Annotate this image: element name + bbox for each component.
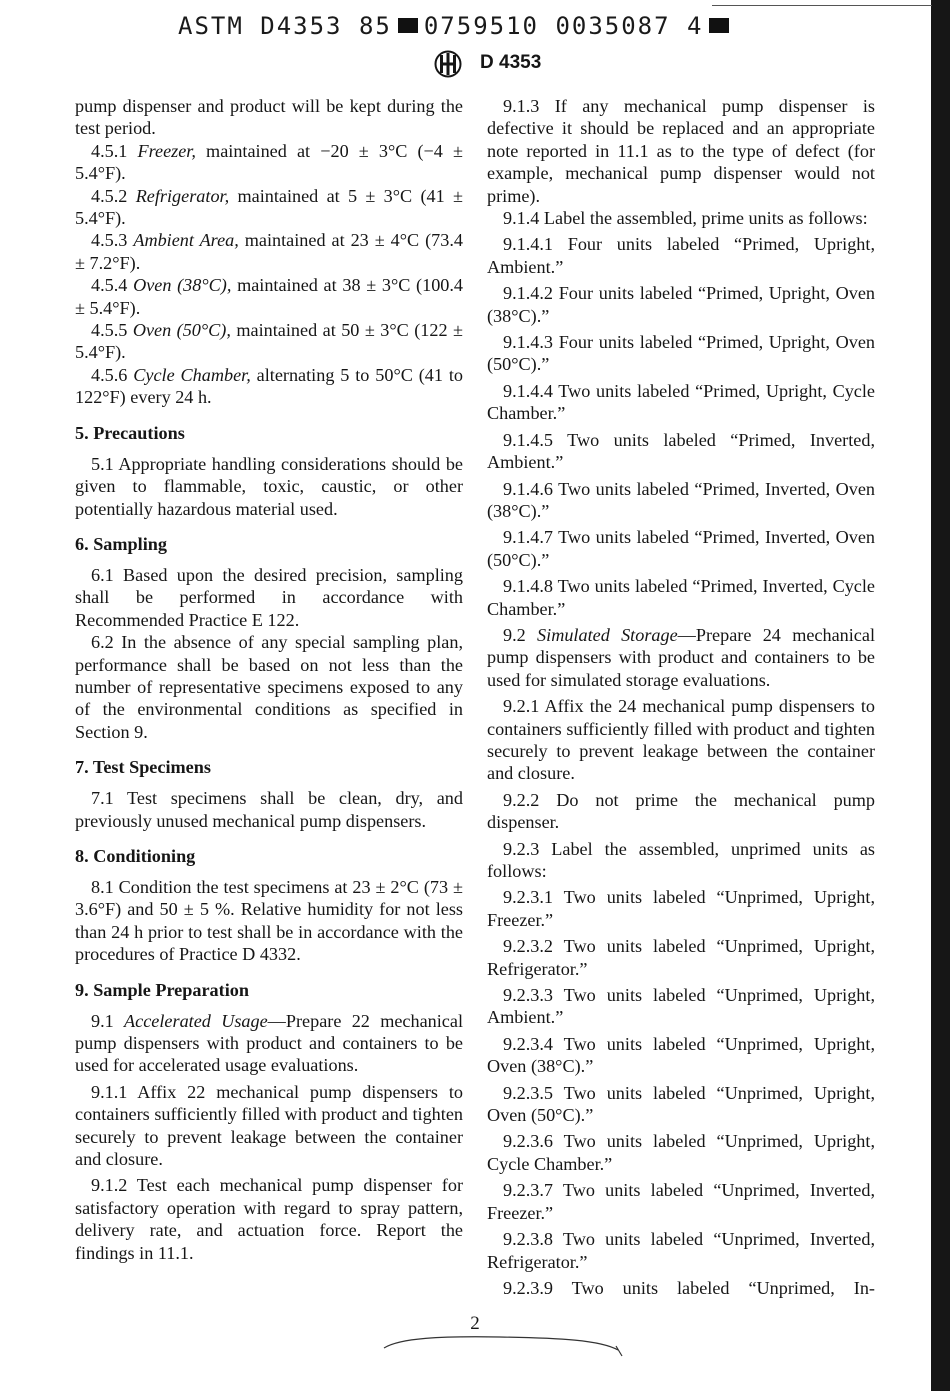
paragraph-9-2-3-1: 9.2.3.1 Two units labeled “Unprimed, Upright, Freezer.” xyxy=(487,887,875,930)
section-heading-conditioning: 8. Conditioning xyxy=(75,845,196,866)
paragraph-6-2: 6.2 In the absence of any special sampling plan, performance shall be based on not less than the number of representative specimens exposed to any of the environmental conditions as specified in Section 9. xyxy=(75,632,463,742)
paragraph-9-1-4-8: 9.1.4.8 Two units labeled “Primed, Inverted, Cycle Chamber.” xyxy=(487,576,875,619)
page-number: 2 xyxy=(470,1313,480,1334)
section-heading-sample-preparation: 9. Sample Preparation xyxy=(75,979,249,1000)
paragraph-9-1-4-5: 9.1.4.5 Two units labeled “Primed, Inverted, Ambient.” xyxy=(487,429,875,473)
paragraph-6-1: 6.1 Based upon the desired precision, sampling shall be performed in accordance with Recommended Practice E 122. xyxy=(75,564,463,630)
paragraph-9-2-3-7: 9.2.3.7 Two units labeled “Unprimed, Inverted, Freezer.” xyxy=(487,1180,875,1223)
paragraph-9-1-2: 9.1.2 Test each mechanical pump dispenser for satisfactory operation with regard to spray pattern, delivery rate, and actuation force. Report the findings in 11.1. xyxy=(75,1175,463,1263)
paragraph-continuation: pump dispenser and product will be kept during the test period. xyxy=(75,96,463,139)
astm-logo-icon xyxy=(434,50,462,78)
standard-designation: D 4353 xyxy=(480,52,542,73)
redaction-block xyxy=(398,18,418,33)
section-heading-sampling: 6. Sampling xyxy=(75,533,167,554)
paragraph-9-2-3-9: 9.2.3.9 Two units labeled “Unprimed, In- xyxy=(503,1277,875,1298)
redaction-block xyxy=(709,18,729,33)
paragraph-9-2-2: 9.2.2 Do not prime the mechanical pump dispenser. xyxy=(487,789,875,833)
paragraph-9-1-4-6: 9.1.4.6 Two units labeled “Primed, Inverted, Oven (38°C).” xyxy=(487,478,875,521)
paragraph-4-5-2: 4.5.2 Refrigerator, maintained at 5 ± 3°C (41 ± 5.4°F). xyxy=(75,185,464,229)
paragraph-9-2-3-4: 9.2.3.4 Two units labeled “Unprimed, Upright, Oven (38°C).” xyxy=(487,1033,875,1077)
paragraph-9-1: 9.1 Accelerated Usage—Prepare 22 mechanical pump dispensers with product and containers to be used for accelerated usage evaluations. xyxy=(75,1010,463,1076)
scan-stroke-mark xyxy=(380,1332,630,1358)
paragraph-9-2: 9.2 Simulated Storage—Prepare 24 mechanical pump dispensers with product and containers to be used for simulated storage evaluations. xyxy=(487,624,875,690)
paragraph-9-2-3-2: 9.2.3.2 Two units labeled “Unprimed, Upright, Refrigerator.” xyxy=(487,936,875,979)
paragraph-9-1-4-1: 9.1.4.1 Four units labeled “Primed, Upright, Ambient.” xyxy=(487,234,875,277)
paragraph-4-5-6: 4.5.6 Cycle Chamber, alternating 5 to 50°C (41 to 122°F) every 24 h. xyxy=(75,364,463,408)
paragraph-9-2-3-8: 9.2.3.8 Two units labeled “Unprimed, Inverted, Refrigerator.” xyxy=(487,1229,875,1272)
document-code-part-2: 0759510 0035087 4 xyxy=(423,12,704,40)
paragraph-9-1-4: 9.1.4 Label the assembled, prime units as follows: xyxy=(503,208,868,229)
paragraph-7-1: 7.1 Test specimens shall be clean, dry, and previously unused mechanical pump dispensers. xyxy=(75,788,463,831)
left-column xyxy=(75,95,463,1264)
scan-edge-bar xyxy=(931,0,950,1391)
paragraph-9-1-4-3: 9.1.4.3 Four units labeled “Primed, Upright, Oven (50°C).” xyxy=(487,332,875,375)
section-heading-precautions: 5. Precautions xyxy=(75,422,185,443)
document-code-line xyxy=(178,12,735,40)
paragraph-9-1-3: 9.1.3 If any mechanical pump dispenser is defective it should be replaced and an appropriate note reported in 11.1 as to the type of defect (for example, mechanical pump dispenser would not prime). xyxy=(487,96,875,206)
scan-corner-line xyxy=(712,5,932,6)
document-code-part-1: ASTM D4353 85 xyxy=(178,12,392,40)
paragraph-9-2-3-5: 9.2.3.5 Two units labeled “Unprimed, Upright, Oven (50°C).” xyxy=(487,1082,875,1126)
paragraph-8-1: 8.1 Condition the test specimens at 23 ± 2°C (73 ± 3.6°F) and 50 ± 5 %. Relative humidity for not less than 24 h prior to test shall be in accordance with the procedures of Practice D 4332. xyxy=(75,876,463,965)
paragraph-9-1-1: 9.1.1 Affix 22 mechanical pump dispensers to containers sufficiently filled with product and tighten securely to prevent leakage between the container and closure. xyxy=(75,1081,463,1170)
paragraph-9-1-4-4: 9.1.4.4 Two units labeled “Primed, Upright, Cycle Chamber.” xyxy=(487,380,875,424)
paragraph-9-2-3-6: 9.2.3.6 Two units labeled “Unprimed, Upright, Cycle Chamber.” xyxy=(487,1131,875,1174)
paragraph-4-5-1: 4.5.1 Freezer, maintained at −20 ± 3°C (−4 ± 5.4°F). xyxy=(75,140,464,184)
paragraph-4-5-3: 4.5.3 Ambient Area, maintained at 23 ± 4°C (73.4 ± 7.2°F). xyxy=(75,230,463,273)
right-column xyxy=(487,95,875,1299)
section-heading-test-specimens: 7. Test Specimens xyxy=(75,757,211,778)
paragraph-9-2-1: 9.2.1 Affix the 24 mechanical pump dispensers to containers sufficiently filled with product and tighten securely to prevent leakage between the container and closure. xyxy=(487,696,875,784)
paragraph-5-1: 5.1 Appropriate handling considerations should be given to flammable, toxic, caustic, or other potentially hazardous material used. xyxy=(75,453,463,519)
paragraph-9-2-3: 9.2.3 Label the assembled, unprimed units as follows: xyxy=(487,838,875,881)
paragraph-4-5-4: 4.5.4 Oven (38°C), maintained at 38 ± 3°C (100.4 ± 5.4°F). xyxy=(75,275,464,318)
paragraph-9-1-4-7: 9.1.4.7 Two units labeled “Primed, Inverted, Oven (50°C).” xyxy=(487,527,875,570)
paragraph-9-1-4-2: 9.1.4.2 Four units labeled “Primed, Upright, Oven (38°C).” xyxy=(487,283,875,326)
paragraph-9-2-3-3: 9.2.3.3 Two units labeled “Unprimed, Upright, Ambient.” xyxy=(487,985,875,1028)
paragraph-4-5-5: 4.5.5 Oven (50°C), maintained at 50 ± 3°C (122 ± 5.4°F). xyxy=(75,320,463,363)
